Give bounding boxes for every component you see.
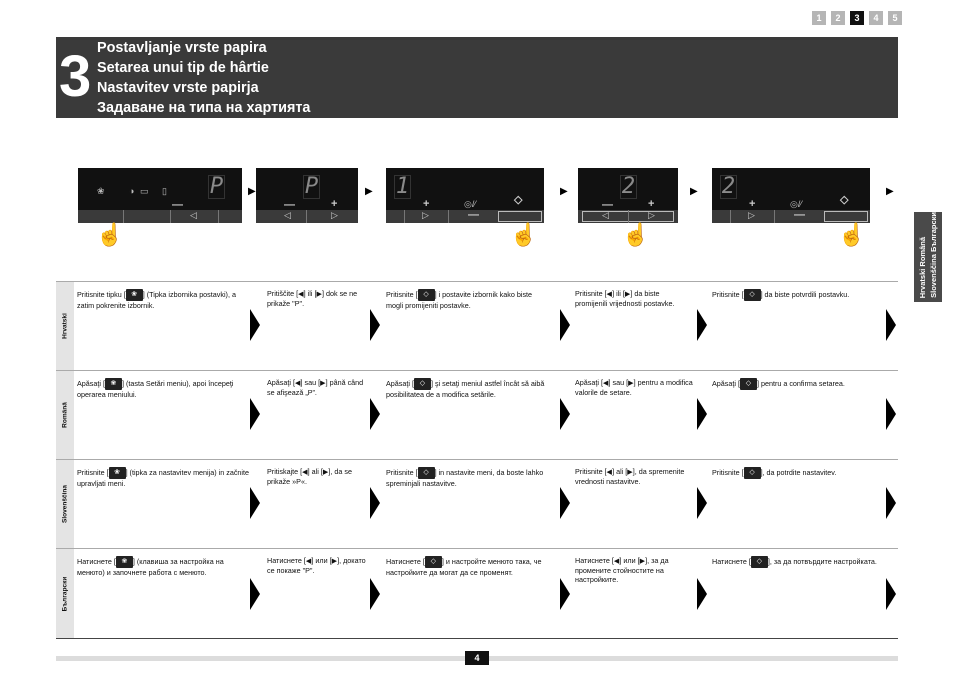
text: ] şi setaţi meniul astfel încât să aibă posibilitatea de a modifica setările. [386, 378, 545, 399]
start-button-icon: ◇ [740, 378, 757, 390]
control-panel-1 [78, 168, 242, 223]
text: Натиснете [◀] или [▶], докато се покаже "P". [267, 556, 366, 575]
text: ] in nastavite meni, da boste lahko spreminjali nastavitve. [386, 467, 544, 488]
flow-arrow-icon [560, 578, 570, 610]
right-arrow-icon[interactable]: ▷ [331, 210, 338, 220]
instruction-cell [386, 378, 551, 400]
text: Apăsaţi [◀] sau [▶] până când se afişează „P”. [267, 378, 364, 397]
instruction-cell [712, 556, 882, 568]
instruction-row-hr [56, 281, 898, 370]
flow-arrow-icon [250, 487, 260, 519]
start-button-icon: ◇ [414, 378, 431, 390]
flow-arrow-icon [886, 578, 896, 610]
text: Pritisnite [ [712, 467, 744, 477]
settings-menu-button-icon: ❀ [105, 378, 122, 390]
instruction-cell [77, 467, 249, 489]
start-button-icon: ◇ [418, 467, 435, 479]
settings-menu-button-icon: ❀ [109, 467, 126, 479]
settings-menu-button-icon: ❀ [126, 289, 143, 301]
row-language-label [56, 460, 74, 548]
control-panel-2 [256, 168, 358, 223]
page-navigation [812, 11, 902, 25]
instruction-cell [575, 556, 693, 585]
instruction-cell [712, 467, 882, 479]
section-header [56, 37, 898, 118]
text: ], da potrdite nastavitev. [760, 467, 837, 477]
flow-arrow-icon [370, 398, 380, 430]
start-icon: ◇ [514, 194, 523, 206]
text: Натиснете [ [712, 556, 751, 566]
text: ], за да потвърдите настройката. [767, 556, 877, 566]
instruction-cell [712, 378, 882, 390]
text: Натиснете [ [77, 556, 116, 566]
flow-arrow-icon [697, 398, 707, 430]
start-button-icon: ◇ [744, 289, 761, 301]
minus-label: — [602, 199, 613, 211]
bottom-divider [56, 638, 898, 639]
instruction-cell [386, 289, 546, 311]
text: ] и настройте менюто така, че настройките да могат да се променят. [386, 556, 542, 577]
lcd-display: 2 [621, 174, 636, 199]
text: Pritisnite [◀] ili [▶] da biste promijenili vrijednosti postavke. [575, 289, 675, 308]
flow-arrow-icon [250, 398, 260, 430]
instruction-row-ro [56, 370, 898, 459]
button-bar [256, 210, 358, 223]
instruction-row-sl [56, 459, 898, 548]
text: Apăsaţi [ [77, 378, 105, 388]
plus-label: + [749, 198, 756, 210]
text: ] (tipka za nastavitev menija) in začnite upravljati meni. [77, 467, 250, 488]
minus-label: — [468, 209, 479, 221]
lcd-display: P [209, 174, 224, 199]
flow-arrow-icon [697, 578, 707, 610]
right-arrow-icon[interactable]: ▷ [422, 210, 429, 220]
instruction-cell [77, 378, 249, 400]
text: Pritisnite [ [712, 289, 744, 299]
stop-reset-icon: ◎/⁄ [464, 199, 476, 209]
text: Натиснете [ [386, 556, 425, 566]
flow-arrow-icon [560, 487, 570, 519]
pointing-hand-icon: ☝ [96, 222, 124, 247]
row-language-label [56, 282, 74, 370]
text: Натиснете [◀] или [▶], за да промените стойностите на настройките. [575, 556, 669, 584]
left-arrow-icon[interactable]: ◁ [190, 210, 197, 220]
next-step-arrow-icon: ▶ [365, 186, 373, 197]
instruction-cell [386, 467, 556, 489]
instruction-cell [575, 378, 693, 397]
pointing-hand-icon: ☝ [622, 222, 650, 247]
start-button-icon: ◇ [418, 289, 435, 301]
lcd-display: 1 [395, 174, 410, 199]
text: Pritisnite [ [386, 467, 418, 477]
instruction-cell [386, 556, 558, 578]
text: ] (Tipka izbornika postavki), a zatim pokrenite izbornik. [77, 289, 236, 310]
title-hr: Postavljanje vrste papira [97, 40, 267, 56]
plus-label: + [423, 198, 430, 210]
page-tab-5[interactable]: 5 [888, 11, 902, 25]
paper-icon: ▯ [162, 186, 167, 196]
control-panel-4 [578, 168, 678, 223]
next-step-arrow-icon: ▶ [886, 186, 894, 197]
language-side-tab [914, 212, 942, 302]
flow-arrow-icon [886, 398, 896, 430]
flow-arrow-icon [370, 487, 380, 519]
flow-arrow-icon [560, 309, 570, 341]
flow-arrow-icon [560, 398, 570, 430]
start-button-icon: ◇ [425, 556, 442, 568]
flow-arrow-icon [250, 309, 260, 341]
text: ] (клавиша за настройка на менюто) и започнете работа с менюто. [77, 556, 224, 577]
text: ] da biste potvrdili postavku. [760, 289, 850, 299]
text: Pritisnite [◀] ali [▶], da spremenite vrednosti nastavitve. [575, 467, 685, 486]
language-name: Română [61, 402, 69, 428]
text: Apăsaţi [ [386, 378, 414, 388]
start-icon: ◇ [840, 194, 849, 206]
minus-label: — [794, 209, 805, 221]
left-arrow-icon[interactable]: ◁ [602, 210, 609, 220]
control-panel-3 [386, 168, 544, 223]
flow-arrow-icon [370, 578, 380, 610]
page-tab-4[interactable]: 4 [869, 11, 883, 25]
stop-reset-icon: ◎/⁄ [790, 199, 802, 209]
control-panel-5 [712, 168, 870, 223]
instruction-cell [575, 467, 693, 486]
instruction-cell [77, 556, 249, 578]
divider [448, 210, 449, 223]
pointing-hand-icon: ☝ [838, 222, 866, 247]
step-number: 3 [59, 44, 92, 109]
flow-arrow-icon [370, 309, 380, 341]
text: Apăsaţi [◀] sau [▶] pentru a modifica valorile de setare. [575, 378, 693, 397]
divider [218, 210, 219, 223]
text: Pritisnite [ [386, 289, 418, 299]
text: Pritisnite [ [77, 467, 109, 477]
instruction-cell [77, 289, 249, 311]
flow-arrow-icon [250, 578, 260, 610]
flow-arrow-icon [697, 487, 707, 519]
text: Pritiskajte [◀] ali [▶], da se prikaže »P«. [267, 467, 352, 486]
page-tab-3[interactable]: 3 [850, 11, 864, 25]
side-tab-label-2: Slovenščina Български [929, 212, 938, 298]
text: Pritisnite tipku [ [77, 289, 126, 299]
minus-label: — [284, 199, 295, 211]
left-arrow-icon[interactable]: ◁ [284, 210, 291, 220]
start-button[interactable] [498, 211, 542, 222]
title-sl: Nastavitev vrste papirja [97, 80, 259, 96]
text: Pritiščite [◀] ili [▶] dok se ne prikaže "P". [267, 289, 358, 308]
divider [774, 210, 775, 223]
side-tab-label-1: Hrvatski Română [918, 236, 927, 298]
next-step-arrow-icon: ▶ [690, 186, 698, 197]
instruction-cell [267, 289, 367, 308]
start-button-icon: ◇ [751, 556, 768, 568]
next-step-arrow-icon: ▶ [248, 186, 256, 197]
instruction-row-bg [56, 548, 898, 638]
text: ] i postavite izbornik kako biste mogli promijeniti postavke. [386, 289, 533, 310]
settings-menu-icon: ❀ [97, 186, 105, 196]
plus-label: + [331, 198, 338, 210]
density-icon: ◑ [129, 186, 135, 196]
divider [170, 210, 171, 223]
row-language-label [56, 549, 74, 638]
instruction-cell [575, 289, 693, 308]
page-tab-2[interactable]: 2 [831, 11, 845, 25]
flow-arrow-icon [886, 309, 896, 341]
divider [404, 210, 405, 223]
text: ] (tasta Setări meniu), apoi începeţi operarea meniului. [77, 378, 234, 399]
page-number: 4 [465, 651, 489, 665]
text: ] pentru a confirma setarea. [756, 378, 845, 388]
flow-arrow-icon [697, 309, 707, 341]
id-copy-icon: ▭ [140, 186, 149, 196]
instruction-cell [267, 378, 367, 397]
instruction-cell [267, 556, 367, 575]
divider [306, 210, 307, 223]
start-button-icon: ◇ [744, 467, 761, 479]
language-name: Slovenščina [61, 485, 69, 523]
page-tab-1[interactable]: 1 [812, 11, 826, 25]
instruction-cell [712, 289, 882, 301]
minus-label: — [172, 199, 183, 211]
lcd-display: 2 [721, 174, 736, 199]
settings-menu-button-icon: ❀ [116, 556, 133, 568]
lcd-display: P [304, 174, 319, 199]
right-arrow-icon[interactable]: ▷ [648, 210, 655, 220]
language-name: Hrvatski [61, 313, 69, 339]
title-bg: Задаване на типа на хартията [97, 100, 311, 116]
language-name: Български [61, 576, 69, 611]
row-language-label [56, 371, 74, 459]
section-titles [97, 38, 310, 118]
title-ro: Setarea unui tip de hârtie [97, 60, 269, 76]
pointing-hand-icon: ☝ [510, 222, 538, 247]
flow-arrow-icon [886, 487, 896, 519]
text: Apăsaţi [ [712, 378, 740, 388]
next-step-arrow-icon: ▶ [560, 186, 568, 197]
start-button[interactable] [824, 211, 868, 222]
instruction-cell [267, 467, 367, 486]
divider [730, 210, 731, 223]
right-arrow-icon[interactable]: ▷ [748, 210, 755, 220]
plus-label: + [648, 198, 655, 210]
